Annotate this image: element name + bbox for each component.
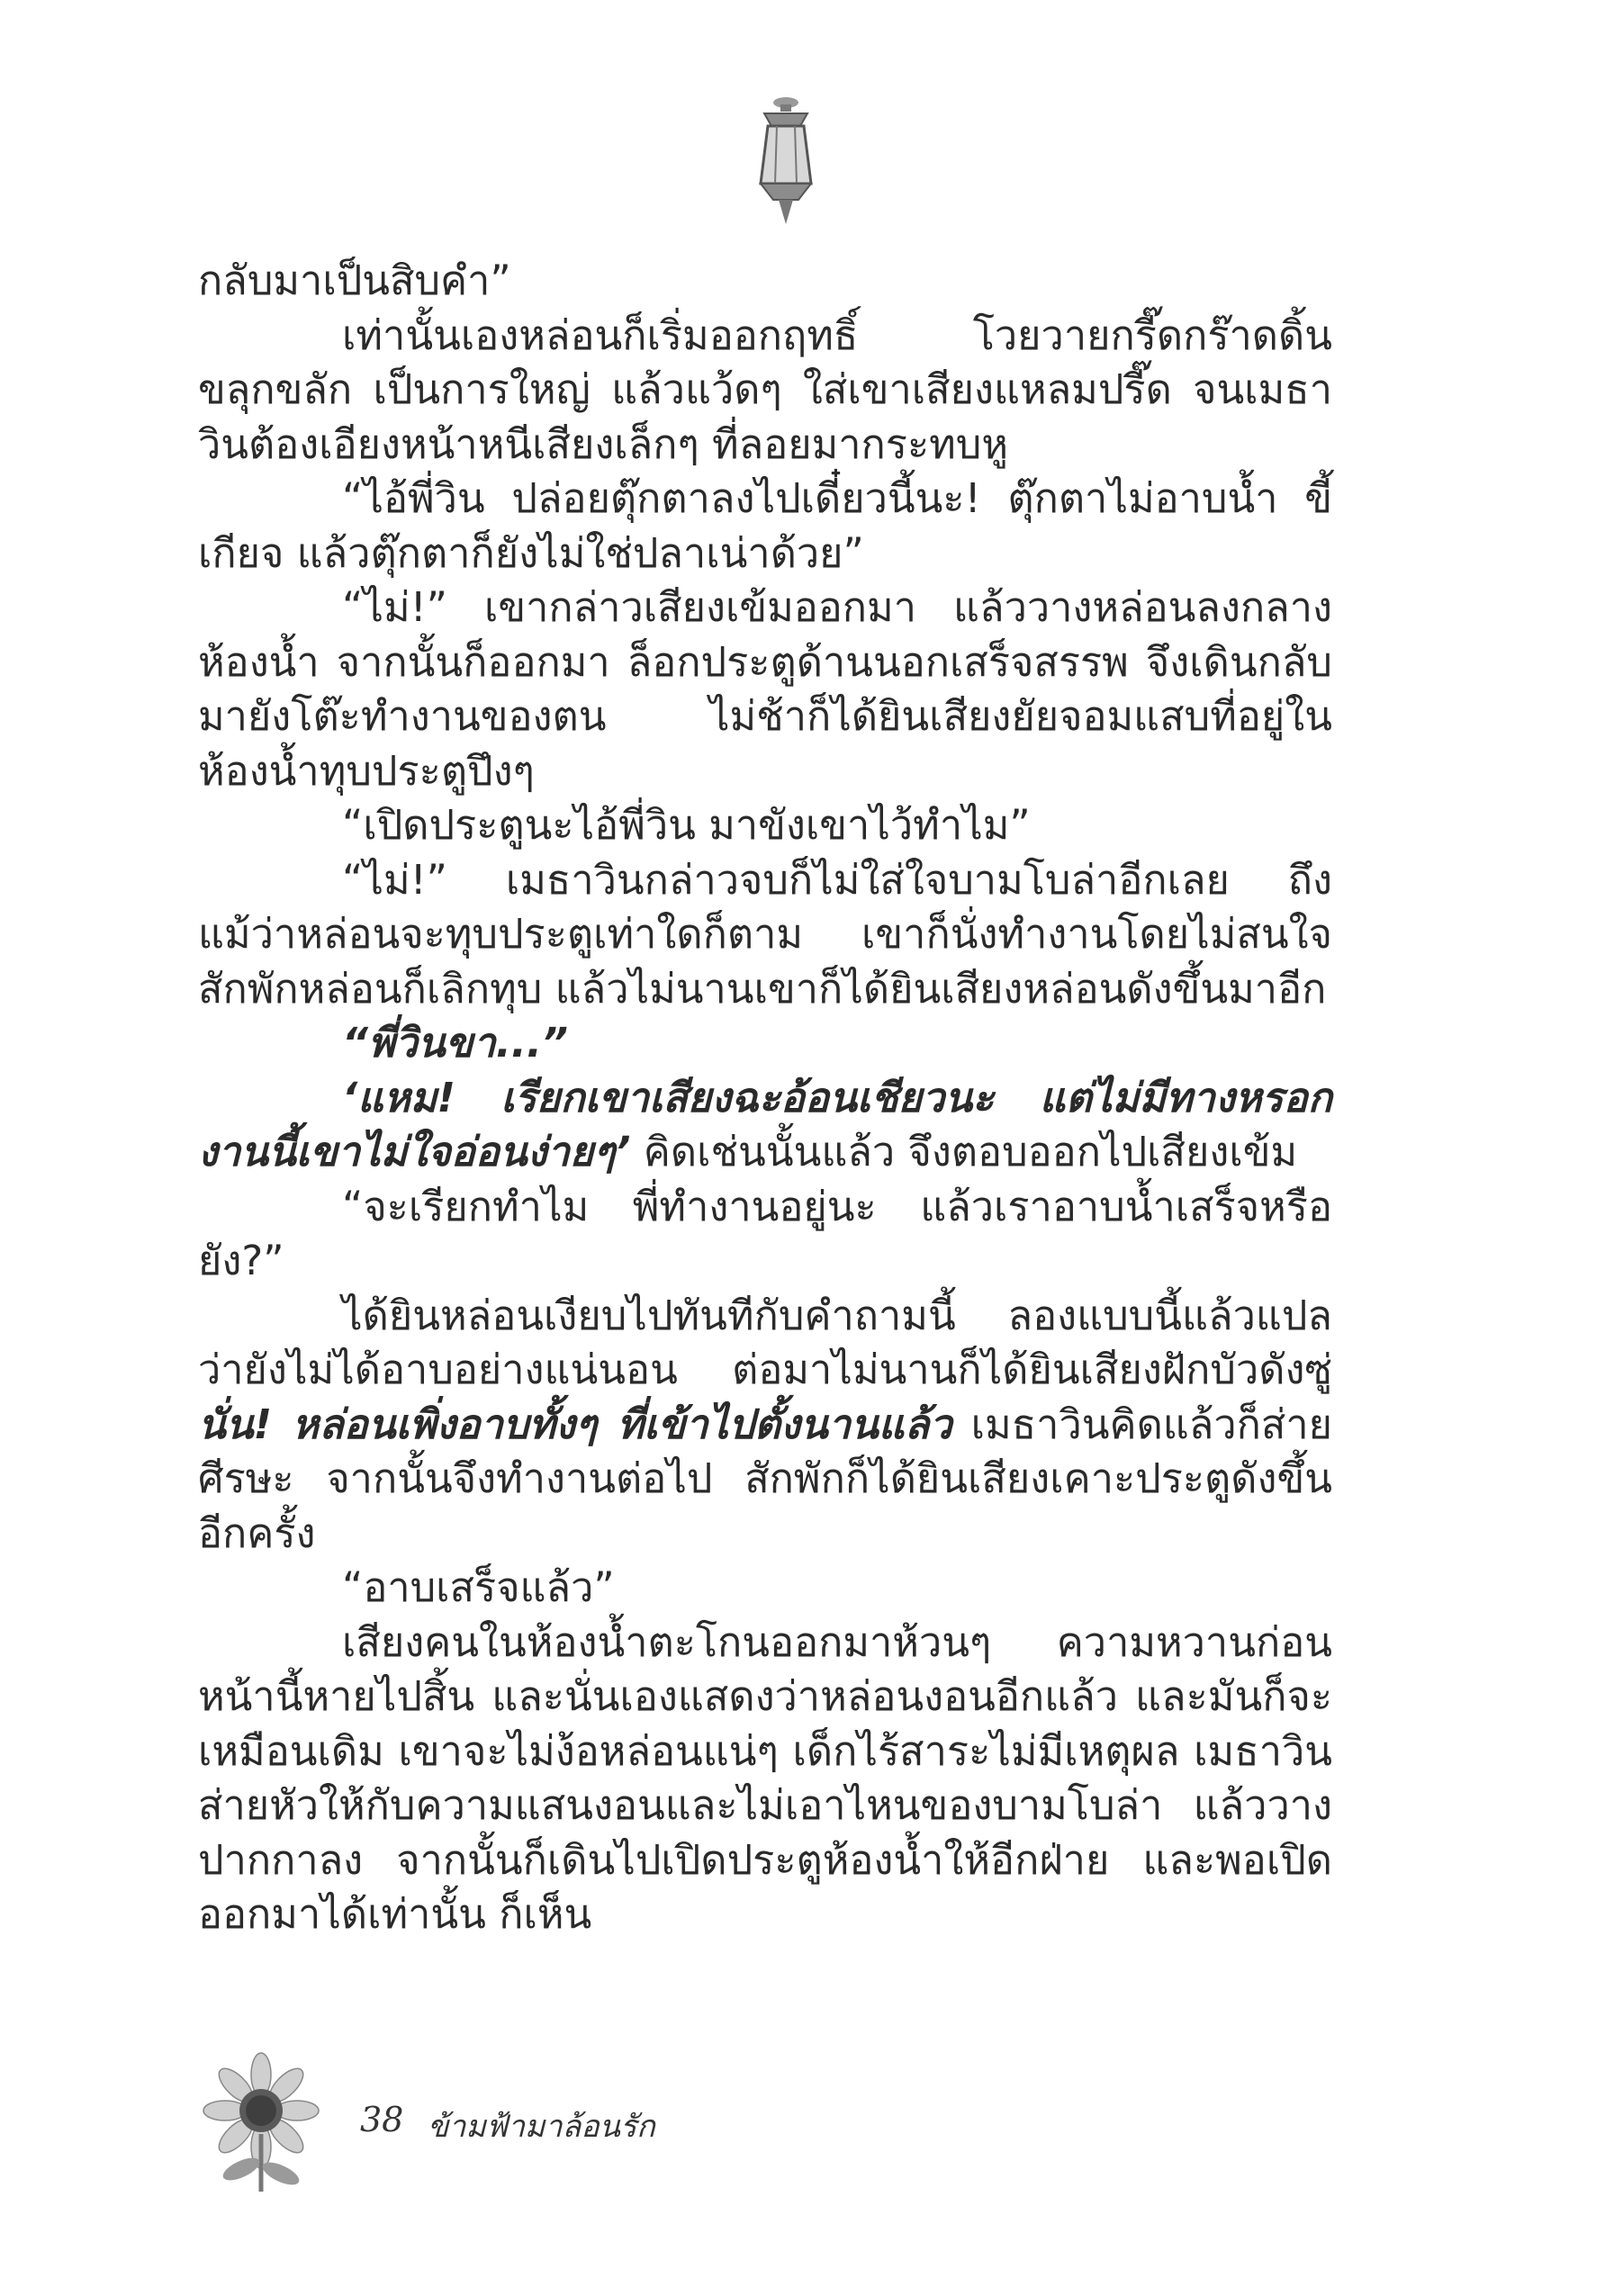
running-title: ข้ามฟ้ามาล้อนรัก	[428, 2109, 655, 2145]
paragraph	[198, 581, 1332, 798]
paragraph	[198, 254, 1332, 309]
paragraph	[198, 1071, 1332, 1180]
paragraph	[198, 472, 1332, 581]
text-segment: “อาบเสร็จแล้ว”	[342, 1563, 615, 1611]
text-segment: “เปิดประตูนะไอ้พี่วิน มาขังเขาไว้ทำไม”	[342, 801, 1031, 849]
text-segment: “จะเรียกทำไม พี่ทำงานอยู่นะ แล้วเราอาบน้ำเสร็จหรือยัง?”	[198, 1182, 1332, 1284]
text-segment: “ไม่!” เมธาวินกล่าวจบก็ไม่ใส่ใจบามโบล่าอีกเลย ถึงแม้ว่าหล่อนจะทุบประตูเท่าใดก็ตาม เขาก็นั่งทำงานโดยไม่สนใจ สักพักหล่อนก็เลิกทุบ แล้วไม่นานเขาก็ได้ยินเสียงหล่อนดังขึ้นมาอีก	[198, 855, 1332, 1013]
text-segment: เสียงคนในห้องน้ำตะโกนออกมาห้วนๆ ความหวานก่อนหน้านี้หายไปสิ้น และนั่นเองแสดงว่าหล่อนงอนอีกแล้ว และมันก็จะเหมือนเดิม เขาจะไม่ง้อหล่อนแน่ๆ เด็กไร้สาระไม่มีเหตุผล เมธาวินส่ายหัวให้กับความแสนงอนและไม่เอาไหนของบามโบล่า แล้ววางปากกาลง จากนั้นก็เดินไปเปิดประตูห้องน้ำให้อีกฝ่าย และพอเปิดออกมาได้เท่านั้น ก็เห็น	[198, 1617, 1332, 1938]
emphasized-text: นั่น! หล่อนเพิ่งอาบทั้งๆ ที่เข้าไปตั้งนานแล้ว	[198, 1400, 952, 1448]
text-segment: “ไม่!” เขากล่าวเสียงเข้มออกมา แล้ววางหล่อนลงกลางห้องน้ำ จากนั้นก็ออกมา ล็อกประตูด้านนอกเสร็จสรรพ จึงเดินกลับมายังโต๊ะทำงานของตน ไม่ช้าก็ได้ยินเสียงยัยจอมแสบที่อยู่ในห้องน้ำทุบประตูปึงๆ	[198, 583, 1332, 795]
text-segment: เท่านั้นเองหล่อนก็เริ่มออกฤทธิ์ โวยวายกรี๊ดกร๊าดดิ้นขลุกขลัก เป็นการใหญ่ แล้วแว้ดๆ ใส่เขาเสียงแหลมปรี๊ด จนเมธาวินต้องเอียงหน้าหนีเสียงเล็กๆ ที่ลอยมากระทบหู	[198, 311, 1332, 468]
paragraph	[198, 1616, 1332, 1942]
text-segment: กลับมาเป็นสิบคำ”	[198, 257, 511, 304]
text-segment: “ไอ้พี่วิน ปล่อยตุ๊กตาลงไปเดี๋ยวนี้นะ! ตุ๊กตาไม่อาบน้ำ ขี้เกียจ แล้วตุ๊กตาก็ยังไม่ใช่ปลาเน่าด้วย”	[198, 474, 1332, 577]
paragraph	[198, 798, 1332, 853]
page-number: 38	[360, 2100, 404, 2139]
text-segment: คิดเช่นนั้นแล้ว จึงตอบออกไปเสียงเข้ม	[630, 1128, 1298, 1175]
paragraph	[198, 309, 1332, 473]
text-segment: ได้ยินหล่อนเงียบไปทันทีกับคำถามนี้ ลองแบบนี้แล้วแปลว่ายังไม่ได้อาบอย่างแน่นอน ต่อมาไม่นานก็ได้ยินเสียงฝักบัวดังซู่	[198, 1291, 1332, 1393]
lantern-icon	[741, 94, 831, 229]
emphasized-text: ‘แหม! เรียกเขาเสียงฉะอ้อนเชียวนะ แต่ไม่มีทางหรอก งานนี้เขาไม่ใจอ่อนง่ายๆ’	[198, 1073, 1332, 1175]
text-segment: เมธาวินคิดแล้วก็ส่ายศีรษะ จากนั้นจึงทำงานต่อไป สักพักก็ได้ยินเสียงเคาะประตูดังขึ้นอีกครั้ง	[198, 1400, 1332, 1557]
emphasized-text: “พี่วินขา...”	[342, 1019, 568, 1067]
sunflower-icon	[189, 2048, 333, 2192]
paragraph	[198, 1289, 1332, 1562]
paragraph	[198, 853, 1332, 1017]
paragraph	[198, 1016, 1332, 1071]
body-text	[198, 254, 1332, 1942]
page-footer	[189, 2048, 729, 2192]
paragraph	[198, 1561, 1332, 1616]
paragraph	[198, 1180, 1332, 1289]
